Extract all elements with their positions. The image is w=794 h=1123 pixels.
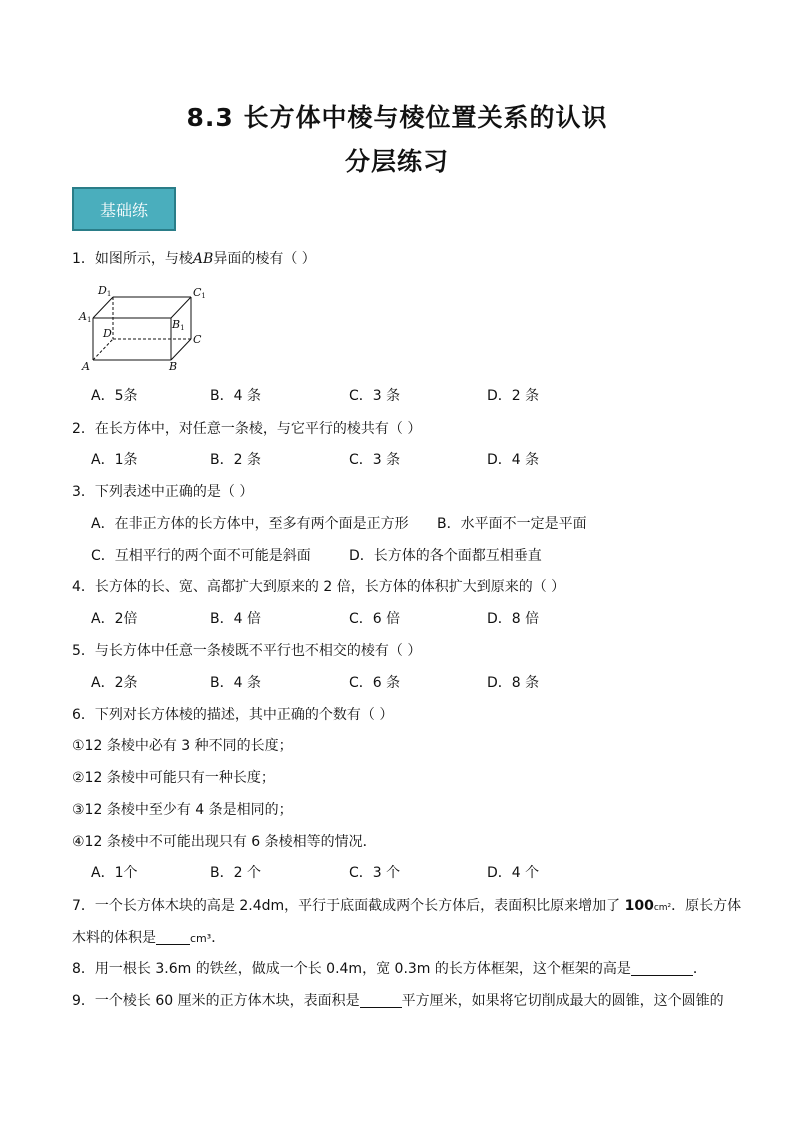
question-2-option-b: B．2 条 [210, 452, 261, 468]
question-3: 3．下列表述中正确的是（ ） [72, 484, 254, 500]
question-6-option-a: A．1个 [91, 865, 138, 881]
question-8 [72, 959, 707, 979]
label-c1: C1 [193, 286, 206, 300]
question-2-option-d: D．4 条 [487, 452, 540, 468]
question-9 [72, 991, 724, 1011]
question-4-option-b: B．4 倍 [210, 611, 261, 627]
question-8-text-d: 的长方体框架，这个框架的高是 [430, 961, 631, 977]
label-b1: B1 [172, 318, 185, 332]
question-1-option-c: C．3 条 [349, 388, 401, 404]
question-7-line-1 [72, 896, 741, 918]
question-6: 6．下列对长方体棱的描述，其中正确的个数有（ ） [72, 707, 394, 723]
question-8-width-value: 0.3m [394, 961, 431, 977]
question-8-wire-length: 3.6m [155, 961, 192, 977]
question-7-area-unit: cm² [653, 903, 672, 913]
label-a1: A1 [79, 310, 92, 324]
page-title: 8.3 长方体中棱与棱位置关系的认识 [186, 103, 608, 132]
label-c: C [193, 333, 202, 346]
question-1 [72, 249, 316, 269]
question-7-answer-blank[interactable] [156, 930, 190, 945]
question-6-option-d: D．4 个 [487, 865, 540, 881]
question-1-option-a: A．5条 [91, 388, 138, 404]
question-3-option-c: C．互相平行的两个面不可能是斜面 [91, 548, 311, 564]
question-6-option-c: C．3 个 [349, 865, 401, 881]
question-1-var: AB [192, 251, 214, 267]
question-3-option-a: A．在非正方体的长方体中，至多有两个面是正方形 [91, 516, 409, 532]
question-9-text-b: 平方厘米，如果将它切削成最大的圆锥，这个圆锥的 [401, 993, 724, 1009]
label-b: B [169, 360, 178, 373]
question-5-option-a: A．2条 [91, 675, 138, 691]
question-7-text-a: 7．一个长方体木块的高是 [72, 898, 240, 914]
label-a: A [82, 360, 90, 373]
question-6-item-3: ③12 条棱中至少有 4 条是相同的； [72, 802, 293, 818]
edge-ad-hidden [93, 339, 113, 360]
edge-b1c1 [171, 297, 191, 318]
question-4-option-c: C．6 倍 [349, 611, 401, 627]
label-d1: D1 [98, 284, 112, 298]
question-1-text-pre: 如图所示，与棱 [94, 251, 193, 267]
question-8-text-b: 的铁丝，做成一个长 [191, 961, 327, 977]
question-8-answer-blank[interactable] [631, 961, 693, 976]
question-4-option-d: D．8 倍 [487, 611, 540, 627]
cuboid-figure [76, 278, 216, 376]
question-4: 4．长方体的长、宽、高都扩大到原来的 2 倍，长方体的体积扩大到原来的（ ） [72, 579, 566, 595]
page-subtitle: 分层练习 [344, 147, 449, 176]
question-6-item-1: ①12 条棱中必有 3 种不同的长度； [72, 738, 293, 754]
edge-bc [171, 339, 191, 360]
section-badge: 基础练 [72, 187, 176, 231]
question-6-item-2: ②12 条棱中可能只有一种长度； [72, 770, 275, 786]
question-2-option-a: A．1条 [91, 452, 138, 468]
question-7-text-d: 木料的体积是 [72, 930, 156, 946]
question-8-length-value: 0.4m [326, 961, 363, 977]
question-1-text-post: 异面的棱有（ ） [213, 251, 316, 267]
question-7-text-e: ． [211, 930, 226, 946]
question-7-text-c: ．原长方体 [671, 898, 742, 914]
question-8-text-a: 8．用一根长 [72, 961, 156, 977]
question-1-option-b: B．4 条 [210, 388, 261, 404]
question-1-option-d: D．2 条 [487, 388, 540, 404]
question-7-height-value: 2.4dm [239, 898, 285, 914]
question-5: 5．与长方体中任意一条棱既不平行也不相交的棱有（ ） [72, 643, 422, 659]
question-1-number: 1． [72, 251, 95, 267]
question-7-line-2 [72, 928, 225, 949]
question-5-option-d: D．8 条 [487, 675, 540, 691]
question-8-text-c: ，宽 [362, 961, 395, 977]
question-9-answer-blank[interactable] [360, 993, 402, 1008]
question-2-option-c: C．3 条 [349, 452, 401, 468]
question-6-option-b: B．2 个 [210, 865, 261, 881]
question-6-item-4: ④12 条棱中不可能出现只有 6 条棱相等的情况． [72, 834, 377, 850]
label-d: D [103, 327, 112, 340]
question-7-text-b: ，平行于底面截成两个长方体后，表面积比原来增加了 [284, 898, 625, 914]
question-8-text-e: ． [692, 961, 707, 977]
question-5-option-b: B．4 条 [210, 675, 261, 691]
edge-a1d1 [93, 297, 113, 318]
question-9-text-a: 9．一个棱长 60 厘米的正方体木块，表面积是 [72, 993, 360, 1009]
question-7-volume-unit: cm³ [190, 932, 212, 945]
question-5-option-c: C．6 条 [349, 675, 401, 691]
question-3-option-b: B．水平面不一定是平面 [437, 516, 587, 532]
question-4-option-a: A．2倍 [91, 611, 138, 627]
question-2: 2．在长方体中，对任意一条棱，与它平行的棱共有（ ） [72, 421, 422, 437]
question-3-option-d: D．长方体的各个面都互相垂直 [349, 548, 542, 564]
question-7-area-value: 100 [624, 898, 654, 914]
